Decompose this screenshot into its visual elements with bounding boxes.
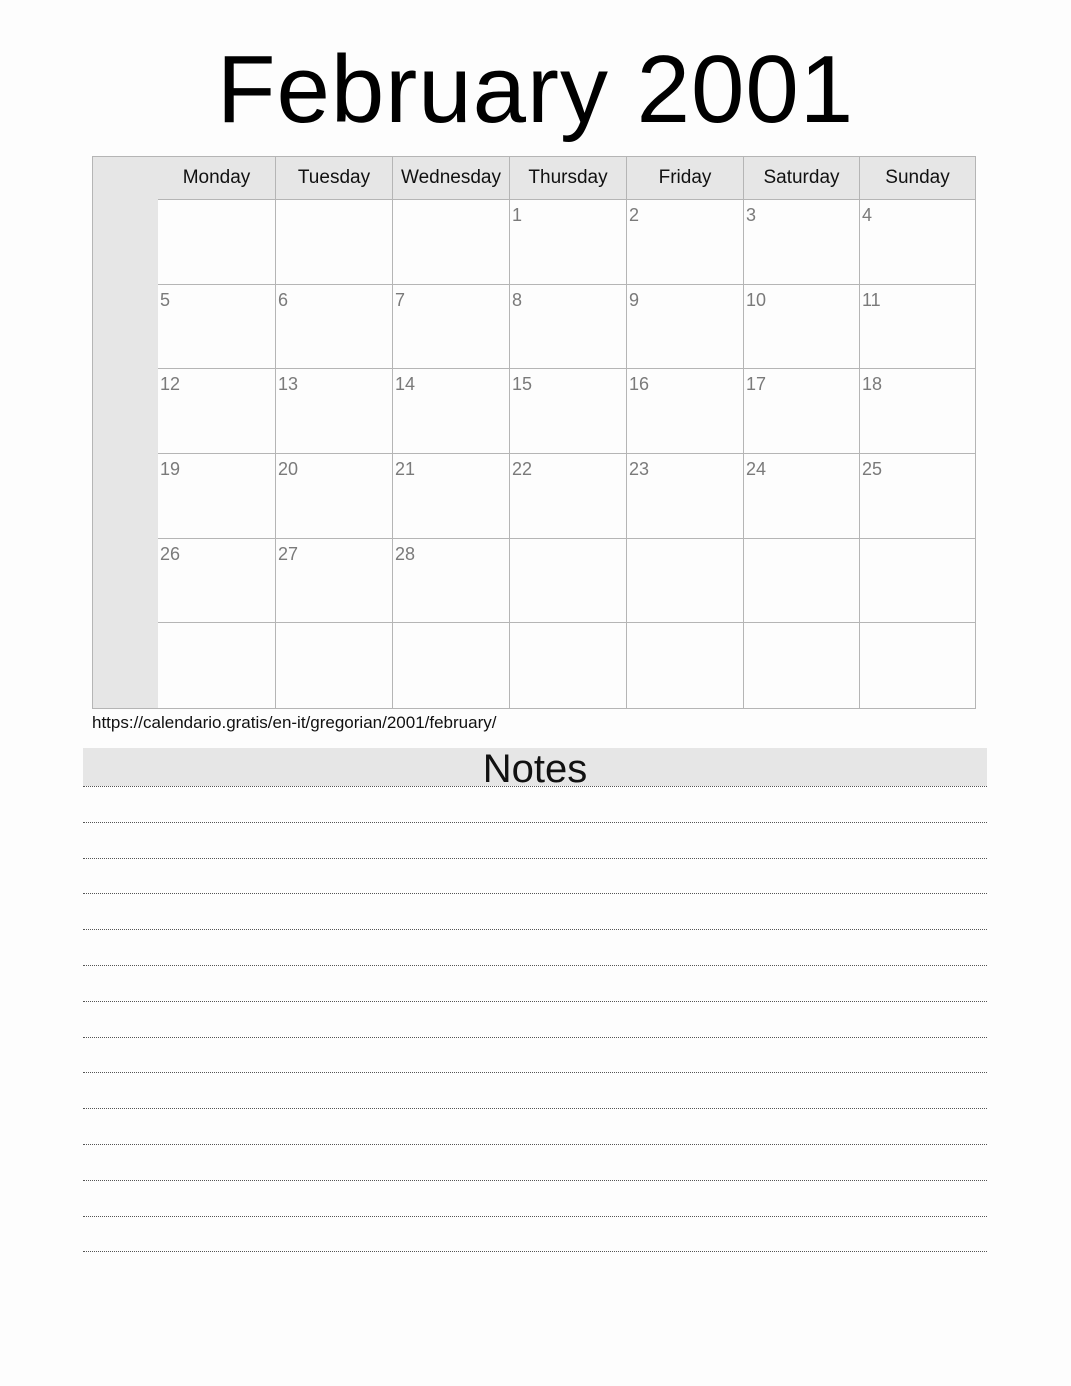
day-cell[interactable] — [158, 369, 275, 454]
day-cell[interactable] — [626, 454, 743, 539]
note-line — [83, 965, 987, 966]
page-title: February 2001 — [216, 36, 855, 143]
source-url[interactable]: https://calendario.gratis/en-it/gregorian/2001/february/ — [92, 713, 497, 732]
day-cell[interactable] — [859, 369, 975, 454]
day-number: 5 — [160, 289, 171, 310]
day-cell[interactable] — [158, 200, 275, 285]
day-number: 18 — [862, 374, 883, 395]
day-number: 13 — [278, 374, 299, 395]
day-cell[interactable] — [626, 369, 743, 454]
day-cell[interactable] — [275, 539, 392, 624]
day-number: 6 — [278, 289, 289, 310]
day-number: 14 — [395, 374, 416, 395]
day-number: 12 — [160, 374, 181, 395]
day-cell[interactable] — [392, 285, 509, 370]
day-cell[interactable] — [859, 539, 975, 624]
day-cell[interactable] — [743, 369, 859, 454]
day-cell[interactable] — [158, 454, 275, 539]
note-line — [83, 1144, 987, 1145]
notes-title: Notes — [83, 748, 987, 786]
day-number: 22 — [512, 458, 533, 479]
calendar-grid — [92, 156, 976, 709]
day-number: 7 — [395, 289, 406, 310]
day-number: 27 — [278, 543, 299, 564]
day-number: 25 — [862, 458, 883, 479]
day-cell[interactable] — [392, 200, 509, 285]
day-cell[interactable] — [509, 200, 626, 285]
day-cell[interactable] — [392, 369, 509, 454]
day-cell[interactable] — [392, 623, 509, 708]
note-line — [83, 786, 987, 787]
day-cell[interactable] — [509, 285, 626, 370]
day-number: 23 — [629, 458, 650, 479]
day-number: 21 — [395, 458, 416, 479]
weekday-header-wednesday: Wednesday — [392, 157, 509, 200]
weekday-header-thursday: Thursday — [509, 157, 626, 200]
day-cell[interactable] — [743, 454, 859, 539]
day-cell[interactable] — [859, 200, 975, 285]
note-line — [83, 1001, 987, 1002]
day-cell[interactable] — [743, 285, 859, 370]
day-number: 11 — [862, 289, 881, 310]
day-cell[interactable] — [626, 539, 743, 624]
weekday-header-saturday: Saturday — [743, 157, 859, 200]
day-cell[interactable] — [859, 454, 975, 539]
day-number: 28 — [395, 543, 416, 564]
week-number-column — [93, 157, 159, 708]
day-cell[interactable] — [509, 623, 626, 708]
day-cell[interactable] — [158, 539, 275, 624]
day-cell[interactable] — [275, 285, 392, 370]
note-line — [83, 858, 987, 859]
day-cell[interactable] — [509, 454, 626, 539]
note-line — [83, 1108, 987, 1109]
day-number: 19 — [160, 458, 181, 479]
day-number: 3 — [746, 205, 757, 225]
note-line — [83, 1072, 987, 1073]
day-cell[interactable] — [275, 454, 392, 539]
note-line — [83, 822, 987, 823]
note-line — [83, 1180, 987, 1181]
day-cell[interactable] — [158, 623, 275, 708]
day-number: 17 — [746, 374, 767, 395]
note-line — [83, 929, 987, 930]
day-number: 26 — [160, 543, 181, 564]
day-number: 16 — [629, 374, 650, 395]
day-cell[interactable] — [392, 454, 509, 539]
day-cell[interactable] — [626, 285, 743, 370]
weekday-header-tuesday: Tuesday — [275, 157, 392, 200]
day-cell[interactable] — [626, 200, 743, 285]
day-cell[interactable] — [859, 623, 975, 708]
day-number: 8 — [512, 289, 523, 310]
day-number: 2 — [629, 205, 640, 225]
calendar-days — [158, 157, 975, 708]
day-cell[interactable] — [275, 623, 392, 708]
day-cell[interactable] — [275, 369, 392, 454]
day-cell[interactable] — [509, 369, 626, 454]
note-line — [83, 1216, 987, 1217]
day-cell[interactable] — [509, 539, 626, 624]
day-number: 1 — [512, 205, 523, 225]
day-cell[interactable] — [392, 539, 509, 624]
day-number: 10 — [746, 289, 767, 310]
day-number: 9 — [629, 289, 640, 310]
note-line — [83, 1037, 987, 1038]
day-number: 20 — [278, 458, 299, 479]
note-line — [83, 893, 987, 894]
day-cell[interactable] — [743, 539, 859, 624]
day-cell[interactable] — [275, 200, 392, 285]
day-number: 24 — [746, 458, 767, 479]
day-cell[interactable] — [743, 200, 859, 285]
day-number: 15 — [512, 374, 533, 395]
day-cell[interactable] — [859, 285, 975, 370]
weekday-header-friday: Friday — [626, 157, 743, 200]
day-cell[interactable] — [158, 285, 275, 370]
weekday-header-sunday: Sunday — [859, 157, 975, 200]
weekday-header-monday: Monday — [158, 157, 275, 200]
day-number: 4 — [862, 205, 873, 225]
day-cell[interactable] — [626, 623, 743, 708]
note-line — [83, 1251, 987, 1252]
day-cell[interactable] — [743, 623, 859, 708]
